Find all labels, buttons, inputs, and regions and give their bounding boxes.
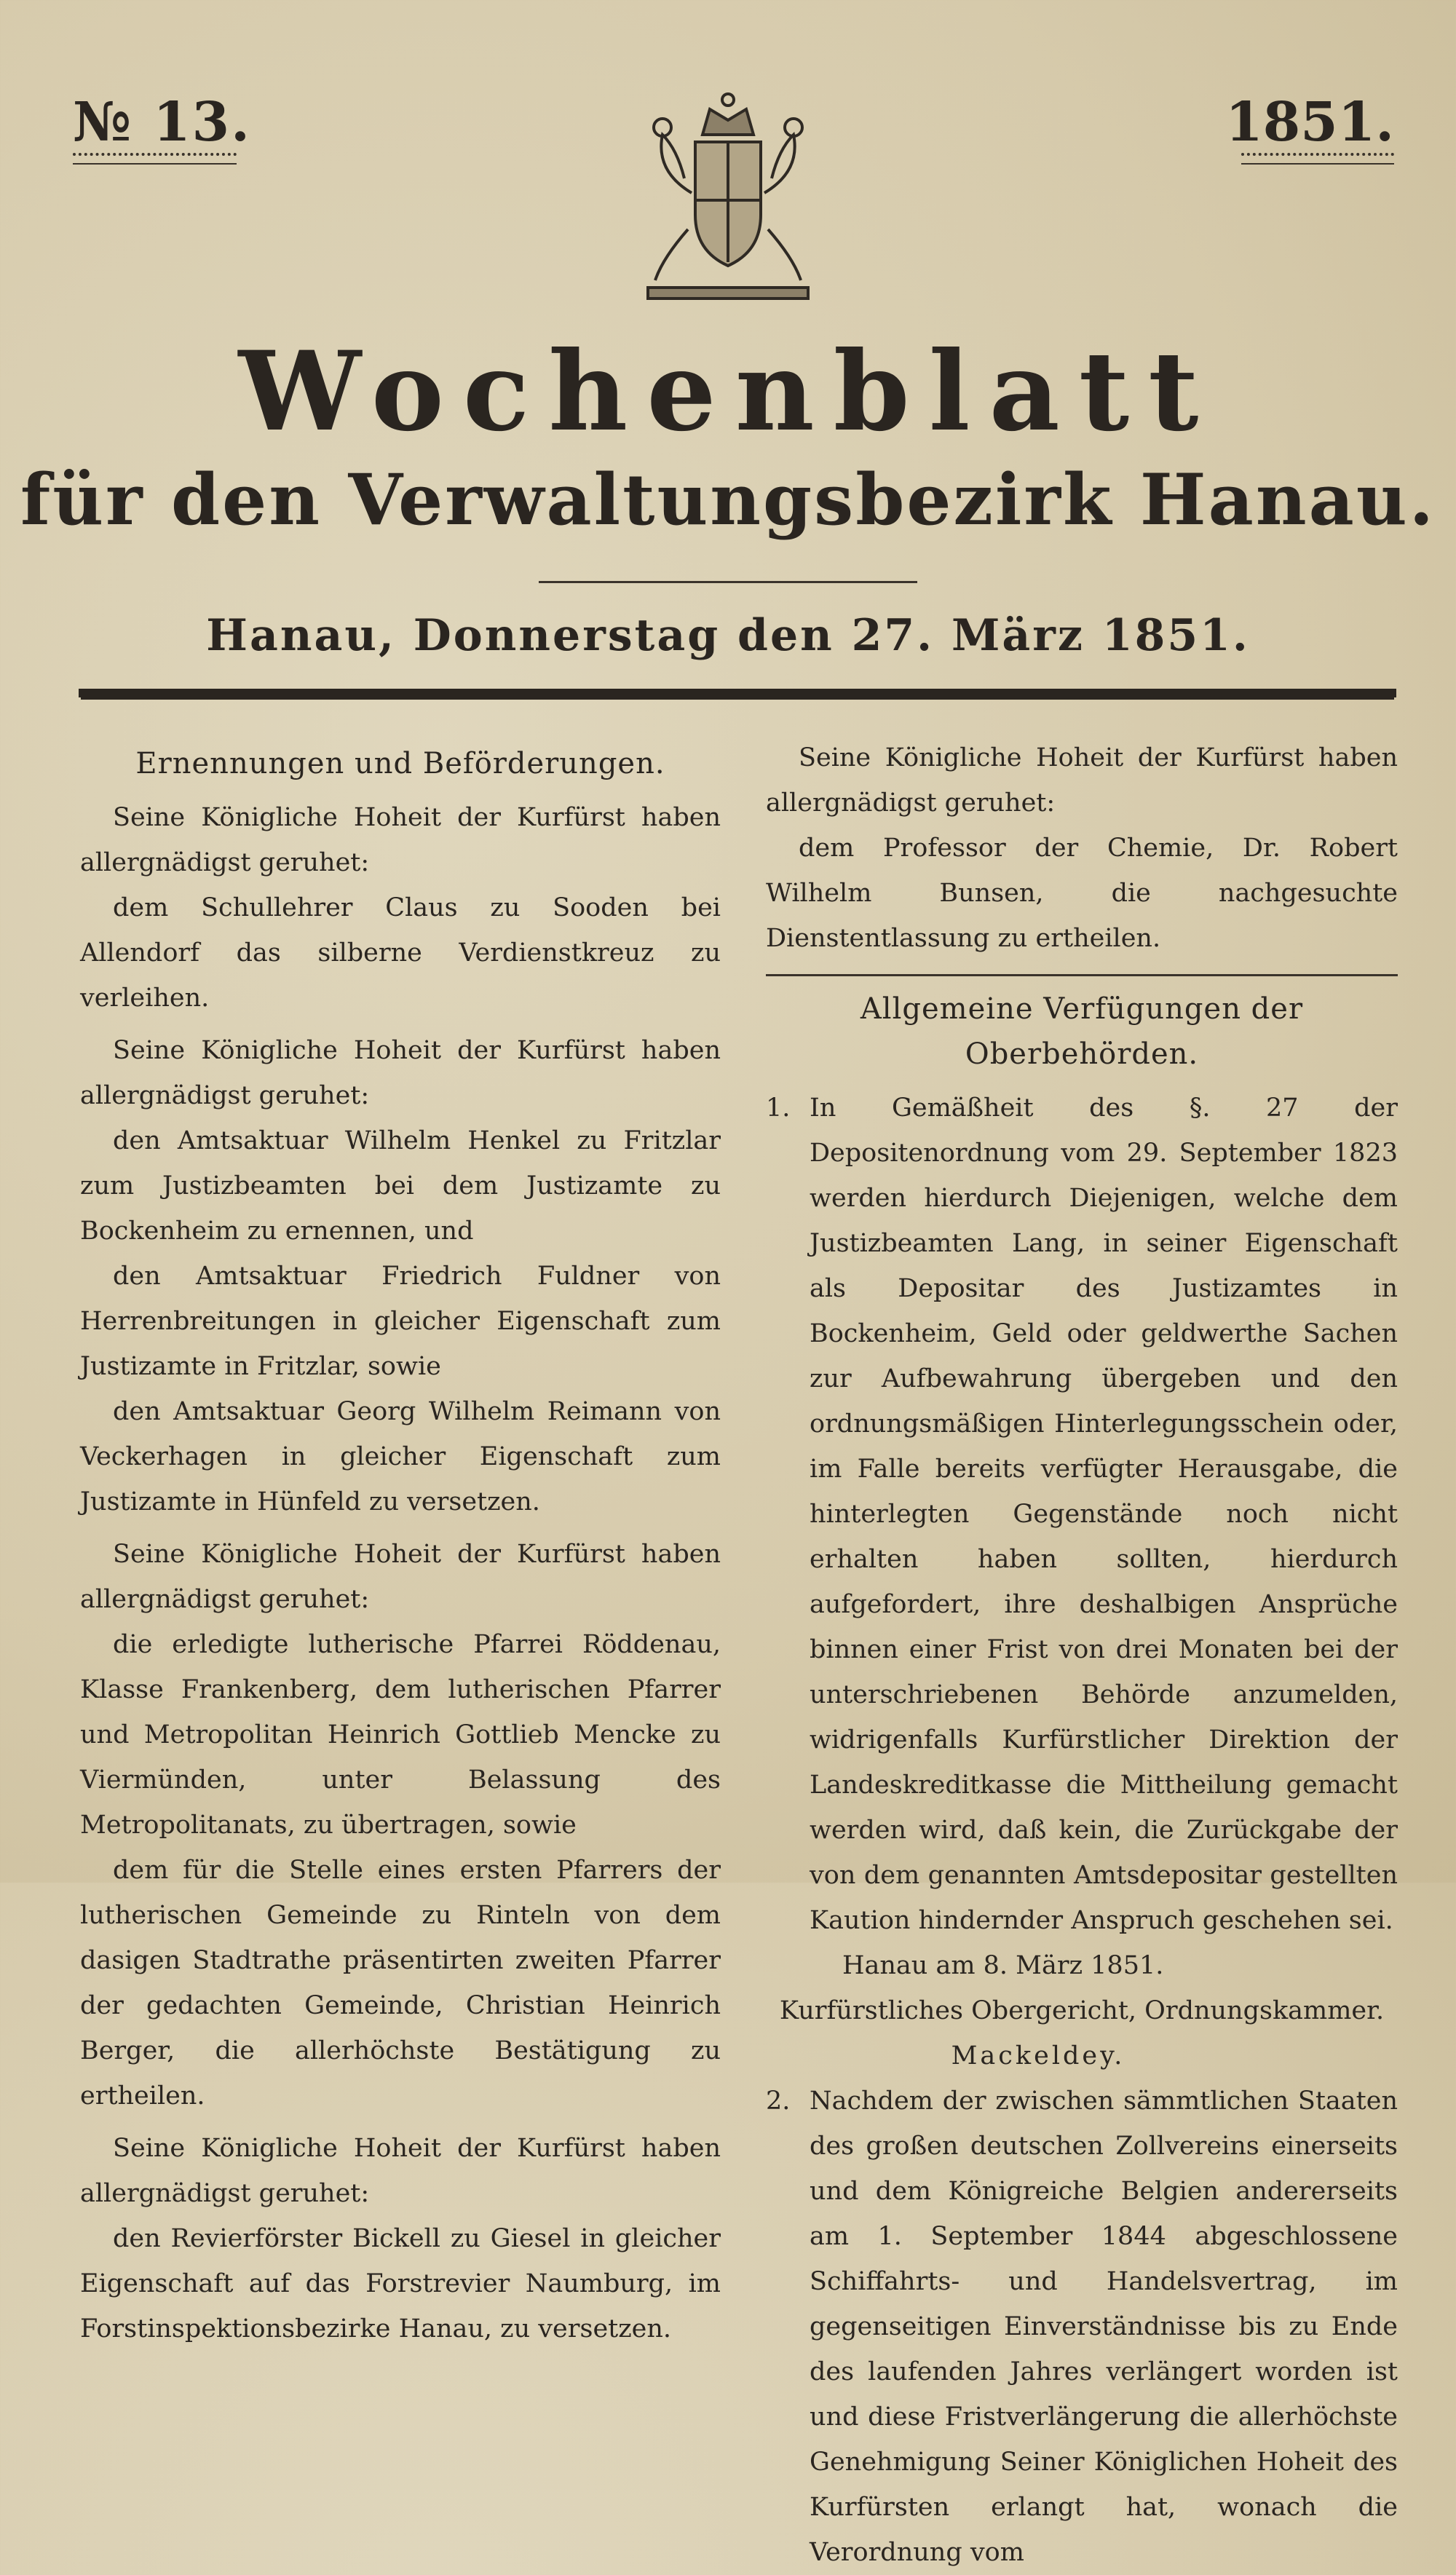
paragraph-intro: Seine Königliche Hoheit der Kurfürst haben allergnädigst geruhet: — [80, 803, 721, 877]
newspaper-subtitle: für den Verwaltungsbezirk Hanau. — [20, 459, 1436, 541]
thick-divider — [79, 689, 1396, 697]
item-number: 2. — [766, 2086, 791, 2116]
place-date: Hanau am 8. März 1851. — [842, 1951, 1164, 1980]
signature: Mackeldey. — [951, 2041, 1125, 2070]
left-column — [80, 735, 721, 2359]
paragraph-intro: Seine Königliche Hoheit der Kurfürst haben allergnädigst geruhet: — [766, 743, 1398, 818]
section-heading: Allgemeine Verfügungen der Oberbehörden. — [860, 992, 1304, 1071]
section-heading: Ernennungen und Beförderungen. — [135, 747, 665, 780]
paragraph-line: dem Schullehrer Claus zu Sooden bei Allendorf das silberne Verdienstkreuz zu verleihen. — [80, 893, 721, 1013]
item-number: 1. — [766, 1093, 791, 1123]
right-column — [766, 735, 1398, 2575]
paragraph-intro: Seine Königliche Hoheit der Kurfürst haben allergnädigst geruhet: — [80, 1036, 721, 1110]
paragraph-line: den Revierförster Bickell zu Giesel in gleicher Eigenschaft auf das Forstrevier Naumburg, im Forstinspektionsbezirke Hanau, zu versetzen. — [80, 2224, 721, 2343]
item-text: In Gemäßheit des §. 27 der Depositenordnung vom 29. September 1823 werden hierdurch Diejenigen, welche dem Justizbeamten Lang, in seiner Eigenschaft als Depositar des Justizamtes in Bockenheim, Geld oder geldwerthe Sachen zur Aufbewahrung übergeben und den ordnungsmäßigen Hinterlegungsschein oder, im Falle bereits verfügter Herausgabe, die hinterlegten Gegenstände noch nicht erhalten haben sollten, hierdurch aufgefordert, ihre deshalbigen Ansprüche binnen einer Frist von drei Monaten bei der unterschriebenen Behörde anzumelden, widrigenfalls Kurfürstlicher Direktion der Landeskreditkasse die Mittheilung gemacht werden wird, daß kein, die Zurückgabe der von dem genannten Amtsdepositar gestellten Kaution hindernder Anspruch geschehen sei. — [810, 1093, 1398, 1935]
paragraph-line: dem Professor der Chemie, Dr. Robert Wilhelm Bunsen, die nachgesuchte Dienstentlassung zu ertheilen. — [766, 834, 1398, 953]
notice-item — [766, 2078, 1398, 2575]
paragraph-intro: Seine Königliche Hoheit der Kurfürst haben allergnädigst geruhet: — [80, 2134, 721, 2208]
issuing-authority: Kurfürstliches Obergericht, Ordnungskammer. — [779, 1996, 1385, 2025]
dateline: Hanau, Donnerstag den 27. März 1851. — [206, 610, 1250, 661]
ornamental-rule — [73, 153, 237, 165]
notice-item — [766, 1085, 1398, 1943]
paragraph-line: die erledigte lutherische Pfarrei Röddenau, Klasse Frankenberg, dem lutherischen Pfarrer und Metropolitan Heinrich Gottlieb Mencke zu Viermünden, unter Belassung des Metropolitanats, zu übertragen, sowie — [80, 1630, 721, 1840]
paragraph-line: dem für die Stelle eines ersten Pfarrers der lutherischen Gemeinde zu Rinteln von dem dasigen Stadtrathe präsentirten zweiten Pfarrer der gedachten Gemeinde, Christian Heinrich Berger, die allerhöchste Bestätigung zu ertheilen. — [80, 1856, 721, 2111]
divider — [539, 581, 917, 583]
paragraph-intro: Seine Königliche Hoheit der Kurfürst haben allergnädigst geruhet: — [80, 1540, 721, 1614]
issue-number: № 13. — [73, 91, 251, 154]
divider — [766, 974, 1398, 976]
paragraph-line: den Amtsaktuar Friedrich Fuldner von Herrenbreitungen in gleicher Eigenschaft zum Justizamte in Fritzlar, sowie — [80, 1262, 721, 1381]
item-text: Nachdem der zwischen sämmtlichen Staaten des großen deutschen Zollvereins einerseits und dem Königreiche Belgien andererseits am 1. September 1844 abgeschlossene Schiffahrts- und Handelsvertrag, im gegenseitigen Einverständnisse bis zu Ende des laufenden Jahres verlängert worden ist und diese Fristverlängerung die allerhöchste Genehmigung Seiner Königlichen Hoheit des Kurfürsten erlangt hat, wonach die Verordnung vom — [810, 2086, 1398, 2567]
ornamental-rule — [1241, 153, 1394, 165]
newspaper-title: Wochenblatt — [238, 328, 1218, 456]
coat-of-arms-icon — [633, 84, 823, 302]
issue-year: 1851. — [1225, 91, 1394, 154]
paragraph-line: den Amtsaktuar Wilhelm Henkel zu Fritzlar zum Justizbeamten bei dem Justizamte zu Bockenheim zu ernennen, und — [80, 1126, 721, 1246]
paragraph-line: den Amtsaktuar Georg Wilhelm Reimann von Veckerhagen in gleicher Eigenschaft zum Justizamte in Hünfeld zu versetzen. — [80, 1397, 721, 1516]
